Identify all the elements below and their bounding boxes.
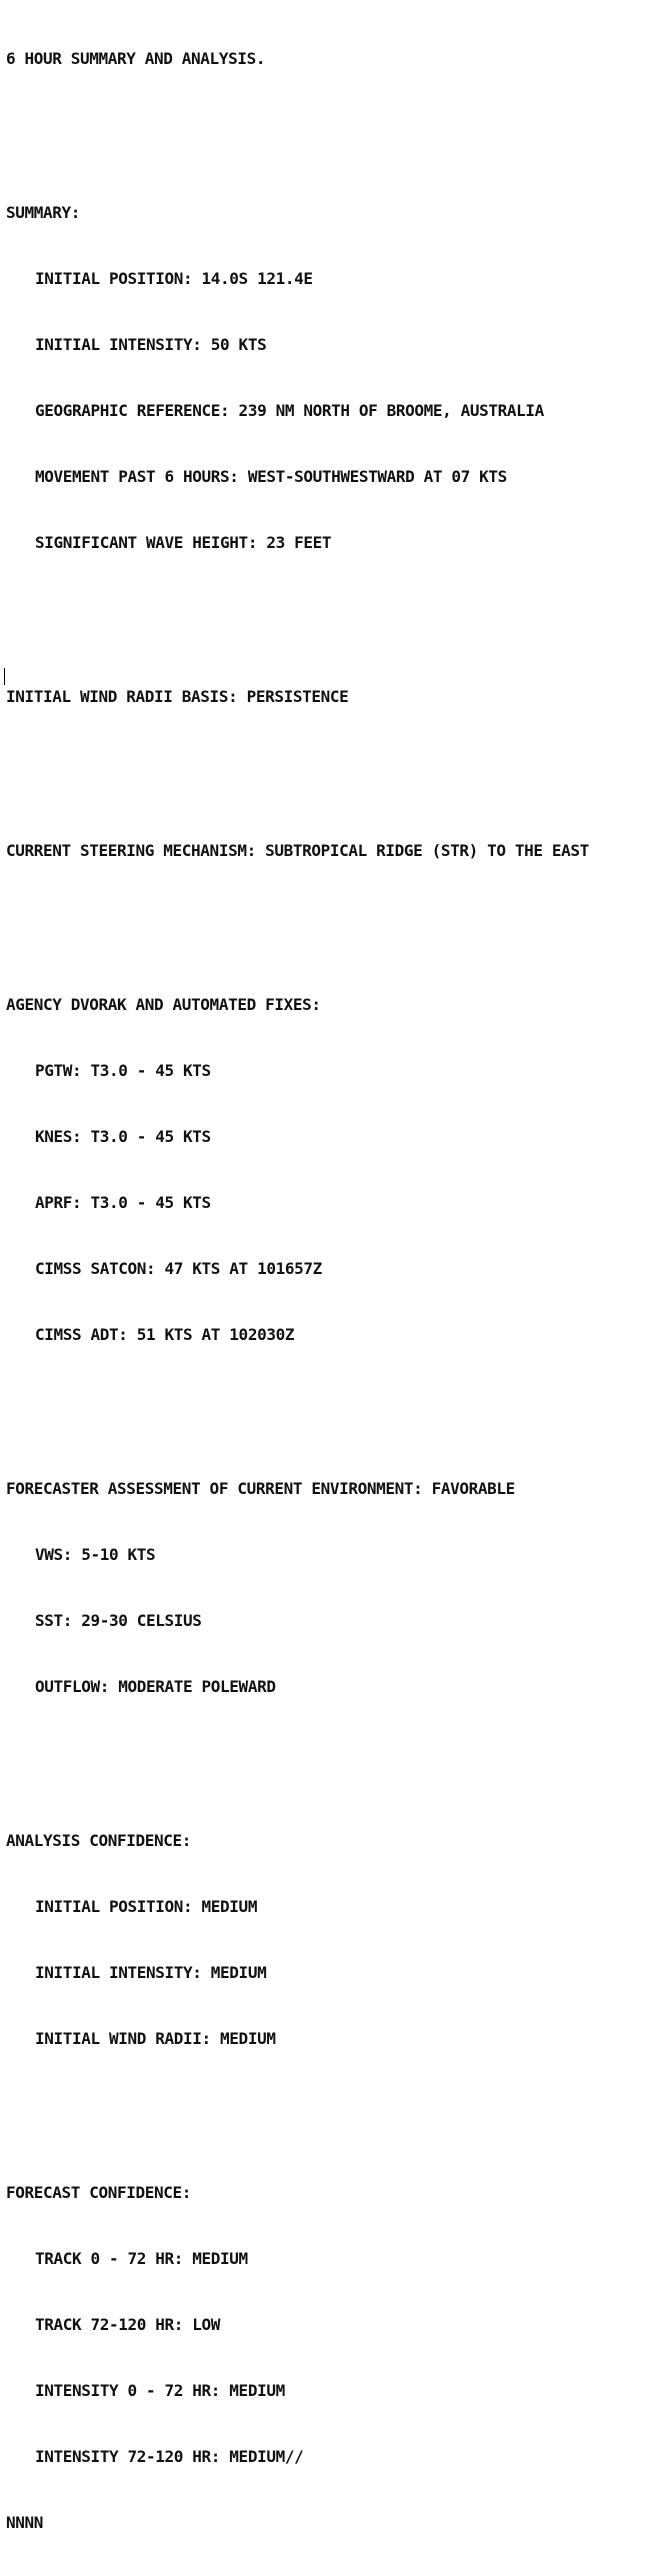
blank-line xyxy=(6,752,646,774)
summary-initial-intensity: INITIAL INTENSITY: 50 KTS xyxy=(35,335,267,354)
environment-item: OUTFLOW: MODERATE POLEWARD xyxy=(35,1677,276,1696)
blank-line xyxy=(6,598,646,620)
fix-item: PGTW: T3.0 - 45 KTS xyxy=(35,1061,211,1080)
fix-item: CIMSS ADT: 51 KTS AT 102030Z xyxy=(35,1325,295,1344)
fixes-heading: AGENCY DVORAK AND AUTOMATED FIXES: xyxy=(6,995,321,1014)
fix-item: CIMSS SATCON: 47 KTS AT 101657Z xyxy=(35,1259,322,1278)
summary-heading: SUMMARY: xyxy=(6,203,81,222)
analysis-confidence-item: INITIAL WIND RADII: MEDIUM xyxy=(35,2029,276,2048)
forecast-confidence-item: INTENSITY 0 - 72 HR: MEDIUM xyxy=(35,2381,285,2400)
forecast-confidence-item: TRACK 72-120 HR: LOW xyxy=(35,2315,221,2334)
forecast-confidence-heading: FORECAST CONFIDENCE: xyxy=(6,2183,192,2202)
fix-item: APRF: T3.0 - 45 KTS xyxy=(35,1193,211,1212)
analysis-confidence-item: INITIAL INTENSITY: MEDIUM xyxy=(35,1963,267,1982)
bulletin-header: 6 HOUR SUMMARY AND ANALYSIS. xyxy=(6,49,266,68)
bulletin-footer: NNNN xyxy=(6,2513,44,2532)
environment-heading: FORECASTER ASSESSMENT OF CURRENT ENVIRONMENT: FAVORABLE xyxy=(6,1479,515,1498)
text-cursor xyxy=(4,668,5,685)
environment-item: VWS: 5-10 KTS xyxy=(35,1545,156,1564)
forecast-confidence-item: INTENSITY 72-120 HR: MEDIUM// xyxy=(35,2447,304,2466)
analysis-confidence-heading: ANALYSIS CONFIDENCE: xyxy=(6,1831,192,1850)
forecast-confidence-item: TRACK 0 - 72 HR: MEDIUM xyxy=(35,2249,248,2268)
blank-line xyxy=(6,114,646,136)
fix-item: KNES: T3.0 - 45 KTS xyxy=(35,1127,211,1146)
wind-radii-basis: INITIAL WIND RADII BASIS: PERSISTENCE xyxy=(6,687,349,706)
summary-wave-height: SIGNIFICANT WAVE HEIGHT: 23 FEET xyxy=(35,533,332,552)
summary-geographic-reference: GEOGRAPHIC REFERENCE: 239 NM NORTH OF BROOME, AUSTRALIA xyxy=(35,401,544,420)
blank-line xyxy=(6,2094,646,2116)
blank-line xyxy=(6,1742,646,1764)
summary-movement: MOVEMENT PAST 6 HOURS: WEST-SOUTHWESTWARD AT 07 KTS xyxy=(35,467,507,486)
bulletin-text[interactable] xyxy=(6,4,646,2556)
blank-line xyxy=(6,1390,646,1412)
blank-line xyxy=(6,906,646,928)
environment-item: SST: 29-30 CELSIUS xyxy=(35,1611,202,1630)
summary-initial-position: INITIAL POSITION: 14.0S 121.4E xyxy=(35,269,313,288)
steering-mechanism: CURRENT STEERING MECHANISM: SUBTROPICAL RIDGE (STR) TO THE EAST xyxy=(6,841,589,860)
analysis-confidence-item: INITIAL POSITION: MEDIUM xyxy=(35,1897,258,1916)
